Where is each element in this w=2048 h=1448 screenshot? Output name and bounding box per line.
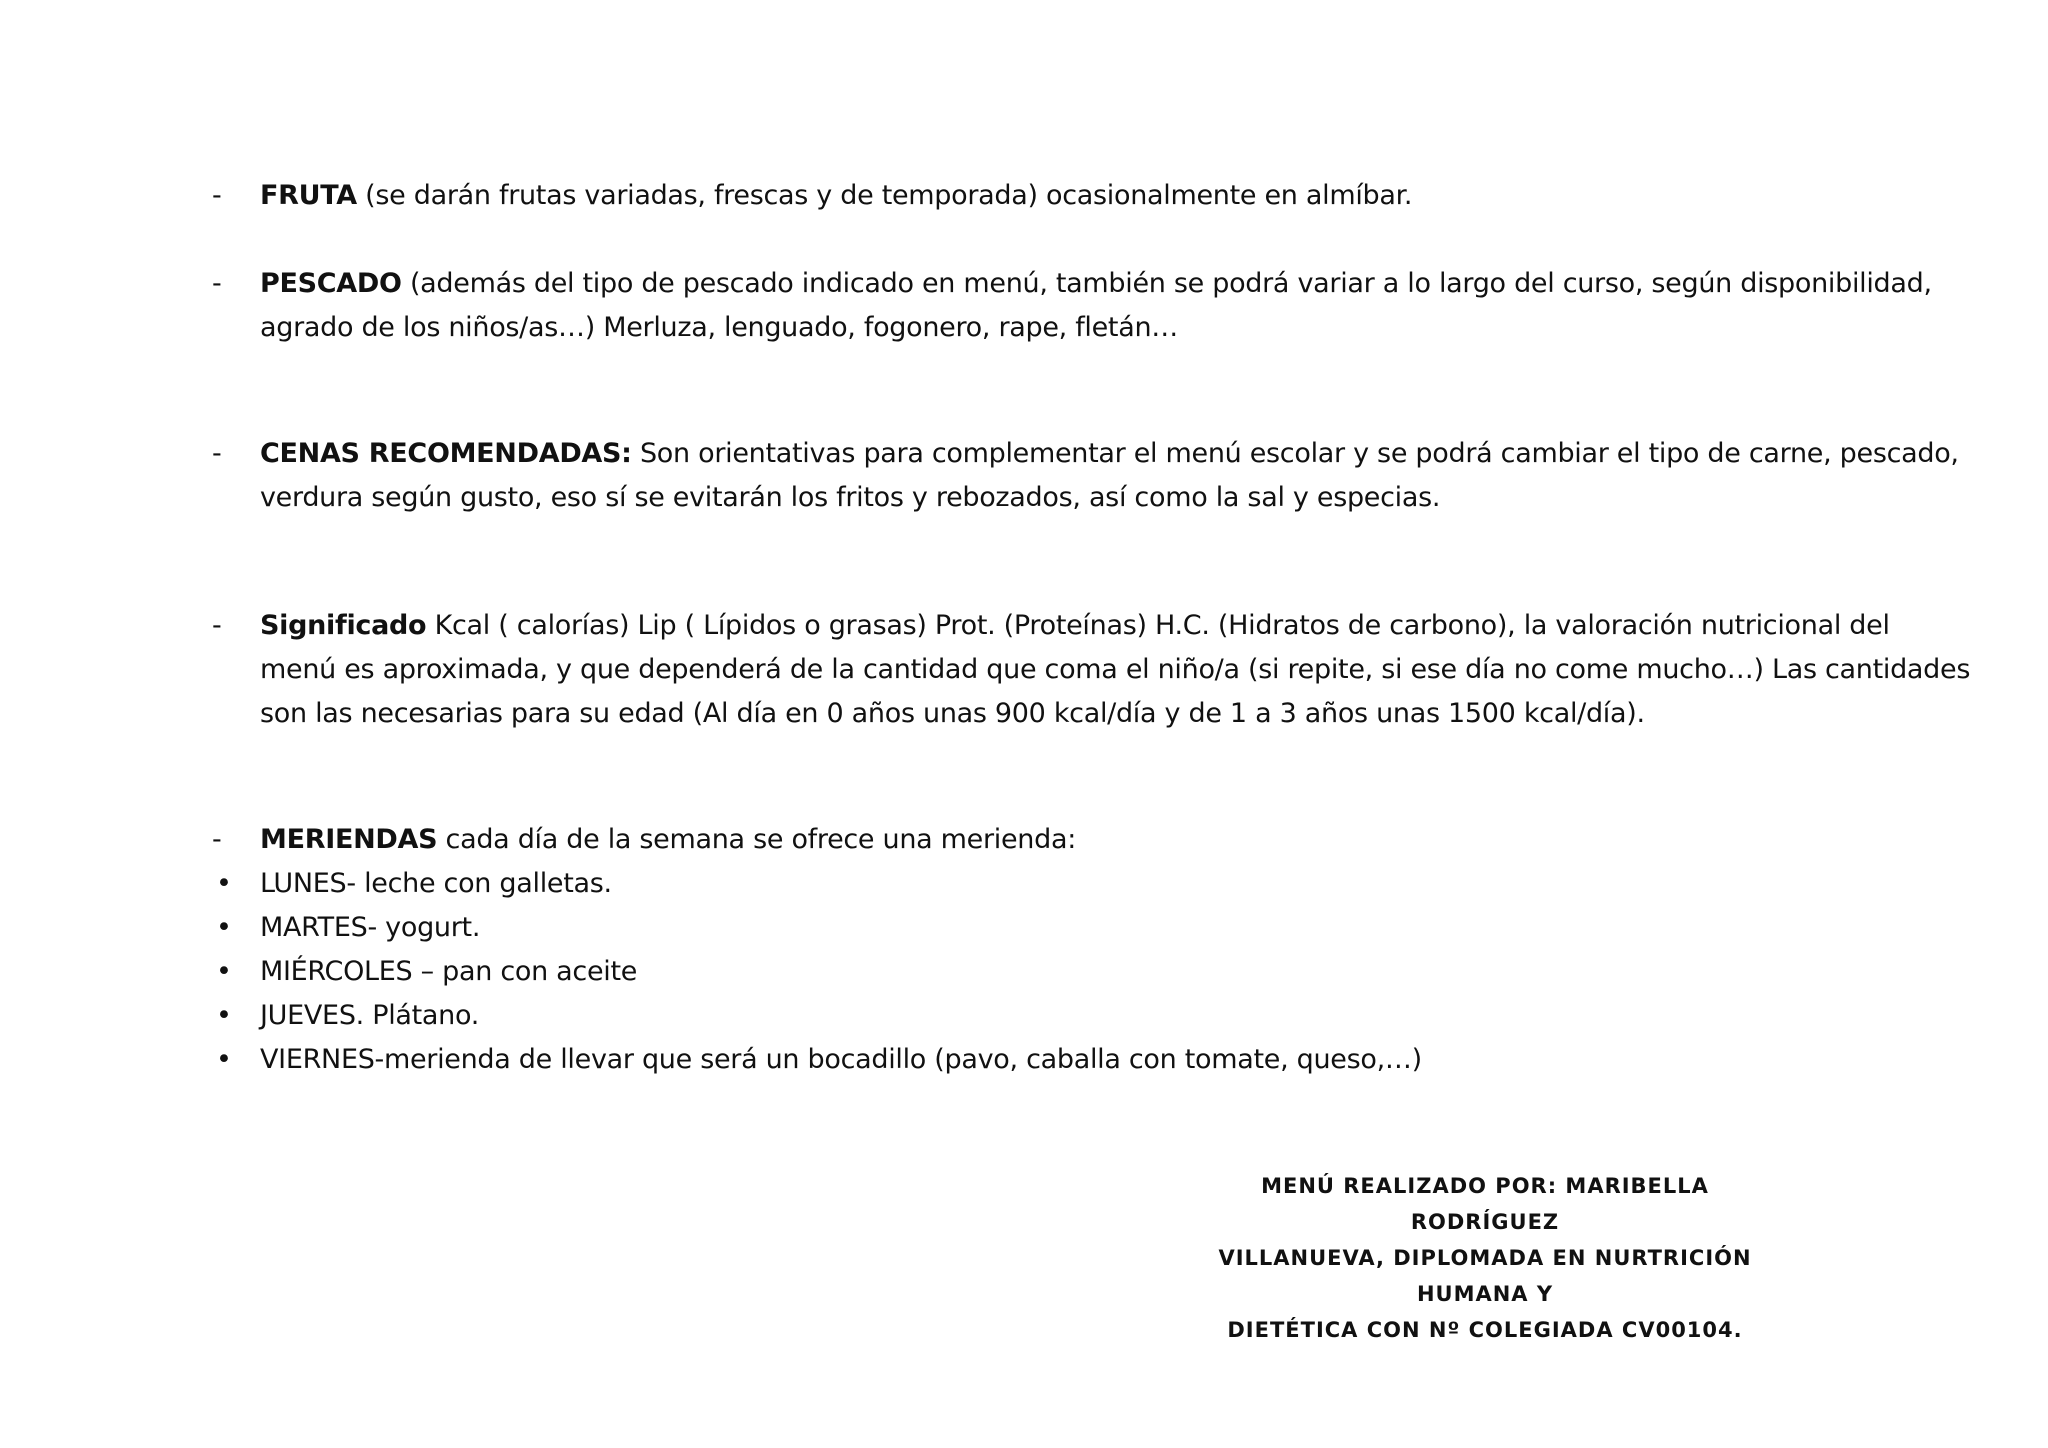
list-item [212, 862, 1812, 906]
day-text: LUNES- leche con galletas. [260, 868, 612, 899]
dash-marker: - [212, 438, 222, 469]
day-text: MIÉRCOLES – pan con aceite [260, 956, 638, 987]
bullet-icon: • [216, 912, 232, 943]
section-fruta-title: FRUTA [260, 180, 357, 211]
section-meriendas-title: MERIENDAS [260, 824, 438, 855]
day-text: MARTES- yogurt. [260, 912, 481, 943]
section-significado-title: Significado [260, 610, 427, 641]
section-pescado-body [260, 262, 1972, 350]
section-meriendas-text: cada día de la semana se ofrece una merienda: [437, 824, 1076, 855]
section-pescado [212, 262, 1972, 350]
section-fruta-body [260, 174, 1972, 218]
day-text: VIERNES-merienda de llevar que será un bocadillo (pavo, caballa con tomate, queso,…) [260, 1044, 1422, 1075]
section-cenas-body [260, 432, 1972, 520]
section-cenas-title: CENAS RECOMENDADAS: [260, 438, 632, 469]
section-fruta-text: (se darán frutas variadas, frescas y de temporada) ocasionalmente en almíbar. [356, 180, 1413, 211]
dash-marker: - [212, 180, 222, 211]
section-pescado-title: PESCADO [260, 268, 402, 299]
section-meriendas-body [260, 818, 1972, 862]
bullet-icon: • [216, 956, 232, 987]
day-text: JUEVES. Plátano. [260, 1000, 480, 1031]
list-item [212, 906, 1812, 950]
list-item [212, 1038, 1812, 1082]
dash-marker: - [212, 824, 222, 855]
bullet-icon: • [216, 868, 232, 899]
merienda-day-list [212, 862, 1812, 1082]
signature-line: VILLANUEVA, DIPLOMADA EN NURTRICIÓN HUMANA Y [1218, 1246, 1752, 1306]
section-cenas-text: Son orientativas para complementar el menú escolar y se podrá cambiar el tipo de carne, pescado, verdura según gusto, eso sí se evitarán los fritos y rebozados, así como la sal y especias. [260, 438, 1959, 513]
section-significado-text: Kcal ( calorías) Lip ( Lípidos o grasas) Prot. (Proteínas) H.C. (Hidratos de carbono), la valoración nutricional del menú es aproximada, y que dependerá de la cantidad que coma el niño/a (si repite, si ese día no come mucho…) Las cantidades son las necesarias para su edad (Al día en 0 años unas 900 kcal/día y de 1 a 3 años unas 1500 kcal/día). [260, 610, 1971, 729]
section-significado-body [260, 604, 1972, 736]
dash-marker: - [212, 268, 222, 299]
signature-line: DIETÉTICA CON Nº COLEGIADA CV00104. [1227, 1318, 1743, 1342]
section-pescado-text: (además del tipo de pescado indicado en menú, también se podrá variar a lo largo del curso, según disponibilidad, agrado de los niños/as…) Merluza, lenguado, fogonero, rape, fletán… [260, 268, 1932, 343]
list-item [212, 994, 1812, 1038]
author-signature-block [1200, 1168, 1770, 1348]
bullet-icon: • [216, 1044, 232, 1075]
dash-marker: - [212, 610, 222, 641]
section-meriendas [212, 818, 1972, 862]
list-item [212, 950, 1812, 994]
section-significado [212, 604, 1972, 736]
section-cenas [212, 432, 1972, 520]
bullet-icon: • [216, 1000, 232, 1031]
signature-line: MENÚ REALIZADO POR: MARIBELLA RODRÍGUEZ [1261, 1174, 1709, 1234]
section-fruta [212, 174, 1972, 218]
